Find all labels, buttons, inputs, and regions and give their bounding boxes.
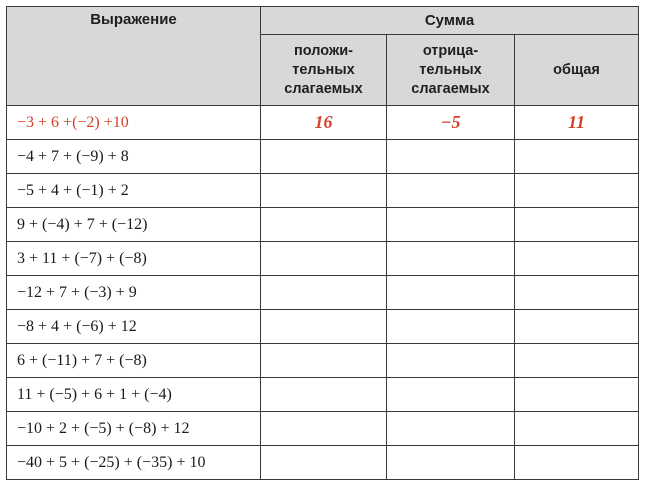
expression-cell: −12 + 7 + (−3) + 9 (7, 276, 261, 310)
total-sum-cell[interactable] (515, 378, 639, 412)
positive-sum-cell[interactable] (261, 378, 387, 412)
positive-sum-cell[interactable] (261, 310, 387, 344)
expression-cell: −40 + 5 + (−25) + (−35) + 10 (7, 446, 261, 480)
table-row (7, 140, 639, 174)
total-sum-cell[interactable] (515, 310, 639, 344)
header-negative-line-2: тельных (419, 61, 482, 78)
total-sum-cell[interactable] (515, 276, 639, 310)
table-row (7, 446, 639, 480)
table-row (7, 242, 639, 276)
negative-sum-cell[interactable] (387, 378, 515, 412)
total-sum-cell[interactable] (515, 344, 639, 378)
expression-cell: 3 + 11 + (−7) + (−8) (7, 242, 261, 276)
table-row (7, 344, 639, 378)
positive-sum-cell[interactable] (261, 276, 387, 310)
header-negative-sum (387, 35, 515, 106)
header-positive-line-1: положи- (294, 42, 353, 59)
negative-sum-cell[interactable] (387, 446, 515, 480)
expression-cell: −10 + 2 + (−5) + (−8) + 12 (7, 412, 261, 446)
table-row (7, 174, 639, 208)
table-row (7, 412, 639, 446)
negative-sum-cell[interactable] (387, 242, 515, 276)
negative-sum-cell[interactable] (387, 412, 515, 446)
header-negative-line-1: отрица- (422, 42, 479, 59)
total-sum-cell[interactable]: 11 (515, 106, 639, 140)
header-positive-line-3: слагаемых (284, 80, 363, 97)
header-positive-line-2: тельных (292, 61, 355, 78)
positive-sum-cell[interactable] (261, 446, 387, 480)
total-sum-cell[interactable] (515, 208, 639, 242)
expression-cell: −4 + 7 + (−9) + 8 (7, 140, 261, 174)
table-body (7, 106, 639, 480)
negative-sum-cell[interactable]: −5 (387, 106, 515, 140)
header-negative-line-3: слагаемых (411, 80, 490, 97)
negative-sum-cell[interactable] (387, 174, 515, 208)
negative-sum-cell[interactable] (387, 276, 515, 310)
positive-sum-cell[interactable] (261, 208, 387, 242)
positive-sum-cell[interactable] (261, 242, 387, 276)
expression-cell: 11 + (−5) + 6 + 1 + (−4) (7, 378, 261, 412)
table-row (7, 378, 639, 412)
header-total-sum: общая (515, 35, 639, 106)
total-sum-cell[interactable] (515, 242, 639, 276)
header-row-top (7, 7, 639, 35)
negative-sum-cell[interactable] (387, 344, 515, 378)
table-row (7, 310, 639, 344)
expression-cell: 9 + (−4) + 7 + (−12) (7, 208, 261, 242)
expression-cell: −5 + 4 + (−1) + 2 (7, 174, 261, 208)
total-sum-cell[interactable] (515, 412, 639, 446)
total-sum-cell[interactable] (515, 174, 639, 208)
table-row (7, 208, 639, 242)
positive-sum-cell[interactable] (261, 412, 387, 446)
header-positive-sum (261, 35, 387, 106)
table-row (7, 276, 639, 310)
header-sum: Сумма (261, 7, 639, 35)
table-row (7, 106, 639, 140)
negative-sum-cell[interactable] (387, 208, 515, 242)
header-expression: Выражение (7, 7, 261, 106)
total-sum-cell[interactable] (515, 446, 639, 480)
total-sum-cell[interactable] (515, 140, 639, 174)
expression-cell: 6 + (−11) + 7 + (−8) (7, 344, 261, 378)
positive-sum-cell[interactable] (261, 140, 387, 174)
negative-sum-cell[interactable] (387, 310, 515, 344)
positive-sum-cell[interactable]: 16 (261, 106, 387, 140)
expression-cell: −3 + 6 +(−2) +10 (7, 106, 261, 140)
expression-cell: −8 + 4 + (−6) + 12 (7, 310, 261, 344)
positive-sum-cell[interactable] (261, 344, 387, 378)
positive-sum-cell[interactable] (261, 174, 387, 208)
negative-sum-cell[interactable] (387, 140, 515, 174)
sum-table (6, 6, 639, 480)
